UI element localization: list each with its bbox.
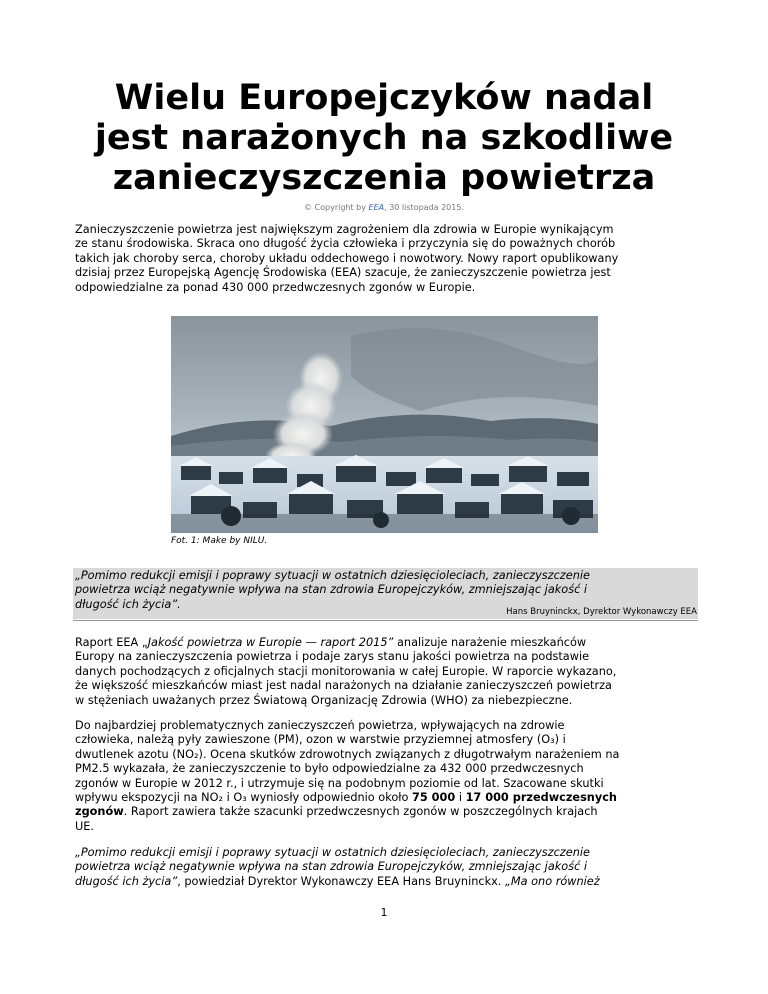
quote-paragraph: „Pomimo redukcji emisji i poprawy sytuacji w ostatnich dziesięcioleciach, zanieczyszczenie powietrza wciąż negatywnie wpływa na stan zdrowia Europejczyków, zmniejszając jakość i długość ich życia”, powiedział Dyrektor Wykonawczy EEA Hans Bruyninckx. „Ma ono również (75, 846, 600, 888)
title-line: jest narażonych na szkodliwe (94, 118, 674, 158)
pull-quote: „Pomimo redukcji emisji i poprawy sytuacji w ostatnich dziesięcioleciach, zanieczyszczenie powietrza wciąż negatywnie wpływa na stan zdrowia Europejczyków, zmniejszając jakość i długość ich życia”. (75, 569, 590, 611)
intro-paragraph: Zanieczyszczenie powietrza jest największym zagrożeniem dla zdrowia w Europie wynikającym ze stanu środowiska. Skraca ono długość życia człowieka i przyczynia się do poważnych chorób takich jak choroby serca, choroby układu oddechowego i nowotwory. Nowy raport opublikowany dzisiaj przez Europejską Agencję Środowiska (EEA) szacuje, że zanieczyszczenie powietrza jest odpowiedzialne za ponad 430 000 przedwczesnych zgonów w Europie. (75, 223, 619, 294)
title-line: Wielu Europejczyków nadal (114, 78, 654, 118)
eea-link[interactable]: EEA (368, 203, 385, 212)
photo-caption: Fot. 1: Make by NILU. (171, 536, 268, 546)
pollutants-paragraph: Do najbardziej problematycznych zanieczyszczeń powietrza, wpływających na zdrowie człowieka, należą pyły zawieszone (PM), ozon w warstwie przyziemnej atmosfery (O₃) i dwutlenek azotu (NO₂). Ocena skutków zdrowotnych związanych z długotrwałym narażeniem na PM2.5 wykazała, że zanieczyszczenie to było odpowiedzialne za 432 000 przedwczesnych zgonów w Europie w 2012 r., i utrzymuje się na podobnym poziomie od lat. Szacowane skutki wpływu ekspozycji na NO₂ i O₃ wyniosły odpowiednio około 75 000 i 17 000 przedwczesnych zgonów. Raport zawiera także szacunki przedwczesnych zgonów w poszczególnych krajach UE. (75, 719, 620, 833)
quote-divider (73, 620, 698, 621)
page-number: 1 (380, 906, 388, 919)
title-line: zanieczyszczenia powietrza (112, 158, 656, 198)
quote-author: Hans Bruyninckx, Dyrektor Wykonawczy EEA (506, 607, 697, 617)
copyright-note: © Copyright by EEA, 30 listopada 2015. (304, 203, 464, 212)
page-title (40, 78, 728, 198)
report-paragraph: Raport EEA „Jakość powietrza w Europie — raport 2015” analizuje narażenie mieszkańców Europy na zanieczyszczenia powietrza i podaje zarys stanu jakości powietrza na podstawie danych pochodzących z oficjalnych stacji monitorowania w całej Europie. W raporcie wykazano, że większość mieszkańców miast jest nadal narażonych na działanie zanieczyszczeń powietrza w stężeniach uważanych przez Światową Organizację Zdrowia (WHO) za niebezpieczne. (75, 636, 617, 707)
smog-town-photo (171, 316, 598, 533)
